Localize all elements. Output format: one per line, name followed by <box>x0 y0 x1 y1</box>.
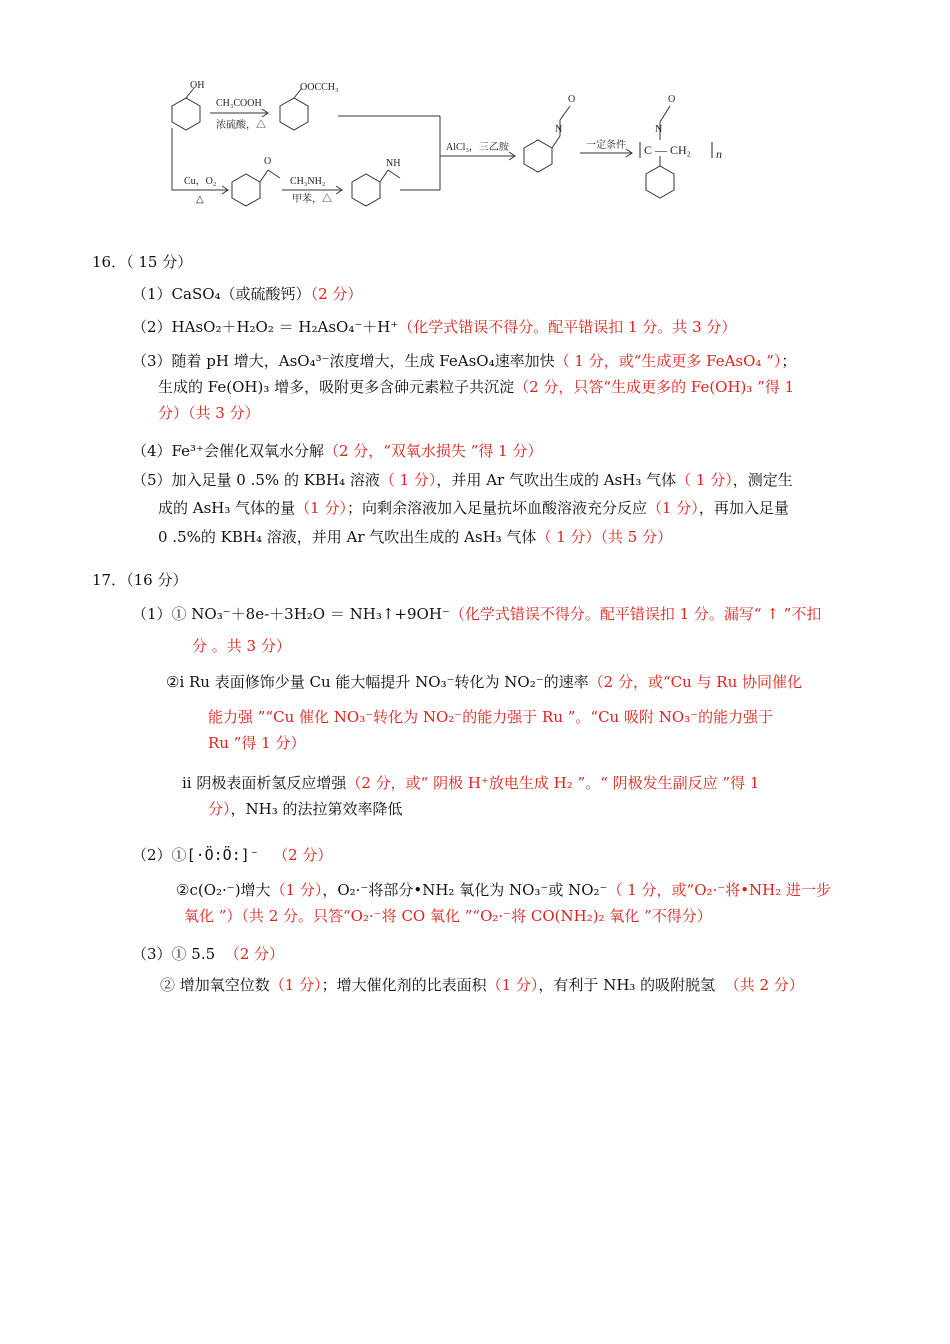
o-label: O <box>568 94 576 105</box>
reagent-label: 一定条件 <box>586 140 626 151</box>
reagent-label: Cu，O₂ <box>184 176 217 187</box>
score-note: （1 分） <box>269 976 322 994</box>
score-note: （1 分） <box>486 976 539 994</box>
o-label: O <box>264 156 272 167</box>
answer-text: 0 .5%的 KBH₄ 溶液，并用 Ar 气吹出生成的 AsH₃ 气体 <box>158 528 537 546</box>
electron-formula: [·Ö:Ö:]⁻ <box>186 846 259 864</box>
answer-text: ，O₂·⁻将部分•NH₂ 氧化为 NO₃⁻或 NO₂⁻ <box>322 881 608 899</box>
answer-text: ，测定生 <box>732 471 793 489</box>
score-note: （1 分） <box>270 881 323 899</box>
answer-text: （3）① 5.5 <box>132 945 216 963</box>
answer-text: （2）HAsO₂＋H₂O₂ ＝ H₂AsO₄⁻＋H⁺ <box>132 318 399 336</box>
reagent-label: 浓硫酸，△ <box>216 120 266 131</box>
n-label: N <box>655 124 663 135</box>
score-note: 分） <box>208 800 231 818</box>
score-note: （ 1 分） <box>676 471 733 489</box>
reagent-label: CH₃COOH <box>216 98 262 109</box>
score-note: （2 分） <box>224 945 285 963</box>
reagent-label: AlCl₃，三乙胺 <box>446 142 509 153</box>
q17-answer-1-2ii-cont <box>208 799 403 819</box>
q17-answer-3 <box>132 944 284 964</box>
score-note: （2 分） <box>273 846 333 864</box>
score-note: 分 。共 3 分） <box>192 637 291 655</box>
q16-answer-5-cont <box>158 498 789 518</box>
q16-answer-3 <box>132 351 796 371</box>
answer-text: ，再加入足量 <box>698 499 789 517</box>
polymer-n-label: n <box>716 147 722 161</box>
answer-text: （2）① <box>132 846 187 864</box>
q17-answer-1 <box>132 604 821 624</box>
score-note: （2 分，“双氧水损失 ”得 1 分） <box>323 442 543 460</box>
q17-heading: 17．（16 分） <box>92 571 188 589</box>
q16-answer-3-cont <box>158 377 794 397</box>
o-label: O <box>668 94 676 105</box>
score-note: （ 1 分） <box>379 471 437 489</box>
answer-text: （5）加入足量 0 .5% 的 KBH₄ 溶液 <box>132 471 380 489</box>
answer-text: ，并用 Ar 气吹出生成的 AsH₃ 气体 <box>436 471 677 489</box>
score-note: Ru ”得 1 分） <box>208 734 306 752</box>
answer-text: ；增大催化剂的比表面积 <box>321 976 487 994</box>
q16-answer-5-cont2 <box>158 527 672 547</box>
q17-answer-2 <box>132 845 332 865</box>
q16-answer-5 <box>132 470 793 490</box>
answer-text: ii 阴极表面析氢反应增强 <box>182 774 347 792</box>
score-note: （ 1 分）（共 5 分） <box>536 528 673 546</box>
score-note: （2 分，或“Cu 与 Ru 协同催化 <box>588 673 803 691</box>
answer-text: 成的 AsH₃ 气体的量 <box>158 499 296 517</box>
answer-text: ，有利于 NH₃ 的吸附脱氢 <box>538 976 716 994</box>
answer-text: ，NH₃ 的法拉第效率降低 <box>230 800 403 818</box>
score-note: （化学式错误不得分。配平错误扣 1 分。漏写“ ↑ ”不扣 <box>449 605 822 623</box>
score-note: 能力强 ”“Cu 催化 NO₃⁻转化为 NO₂⁻的能力强于 Ru ”。“Cu 吸附 NO₃⁻的能力强于 <box>208 708 774 726</box>
q17-answer-1-2i <box>166 672 802 692</box>
score-note: （ 1 分，或“生成更多 FeAsO₄ ”） <box>554 352 782 370</box>
score-note: （2 分） <box>310 285 363 303</box>
score-note: （2 分，只答“生成更多的 Fe(OH)₃ ”得 1 <box>514 378 795 396</box>
n-label: N <box>555 124 563 135</box>
score-note: （ 1 分，或“O₂·⁻将•NH₂ 进一步 <box>607 881 832 899</box>
score-note: （1 分） <box>647 499 699 517</box>
q17-answer-1-2ii <box>182 773 759 793</box>
ooc-label: OOCCH₃ <box>300 82 339 93</box>
answer-text: （1）CaSO₄（或硫酸钙） <box>132 285 311 303</box>
q17-answer-2-2 <box>176 880 831 900</box>
q16-answer-4 <box>132 441 542 461</box>
score-note: （化学式错误不得分。配平错误扣 1 分。共 3 分） <box>398 318 737 336</box>
score-note: （共 2 分） <box>724 976 804 994</box>
score-note: （2 分，或“ 阴极 H⁺放电生成 H₂ ”。“ 阴极发生副反应 ”得 1 <box>346 774 760 792</box>
score-note: （1 分） <box>295 499 347 517</box>
reagent-label: CH₃NH₂ <box>290 176 326 187</box>
benzene-ring <box>172 98 200 130</box>
q16-answer-1 <box>132 284 362 304</box>
reaction-scheme <box>150 78 750 213</box>
q16-answer-2 <box>132 317 736 337</box>
q17-answer-3-2 <box>160 975 804 995</box>
answer-text: ②c(O₂·⁻)增大 <box>176 881 271 899</box>
answer-text: ； <box>781 352 797 370</box>
polymer-label: C — CH₂ <box>644 143 691 157</box>
score-note: 分）（共 3 分） <box>158 404 260 422</box>
answer-text: ② 增加氧空位数 <box>160 976 270 994</box>
score-note: 氧化 ”）（共 2 分。只答“O₂·⁻将 CO 氧化 ”“O₂·⁻将 CO(NH₂)₂ 氧化 ”不得分） <box>184 907 712 925</box>
answer-text: 生成的 Fe(OH)₃ 增多，吸附更多含砷元素粒子共沉淀 <box>158 378 515 396</box>
reagent-label: △ <box>196 194 204 205</box>
answer-text: （1）① NO₃⁻＋8e-＋3H₂O ＝ NH₃↑+9OH⁻ <box>132 605 450 623</box>
oh-label: OH <box>190 80 205 91</box>
answer-text: ；向剩余溶液加入足量抗坏血酸溶液充分反应 <box>346 499 647 517</box>
answer-text: （3）随着 pH 增大，AsO₄³⁻浓度增大，生成 FeAsO₄速率加快 <box>132 352 555 370</box>
answer-text: ②i Ru 表面修饰少量 Cu 能大幅提升 NO₃⁻转化为 NO₂⁻的速率 <box>166 673 589 691</box>
answer-text: （4）Fe³⁺会催化双氧水分解 <box>132 442 324 460</box>
q16-heading: 16．（ 15 分） <box>92 253 193 271</box>
reagent-label: 甲苯，△ <box>292 194 332 205</box>
nh-label: NH <box>386 158 401 169</box>
